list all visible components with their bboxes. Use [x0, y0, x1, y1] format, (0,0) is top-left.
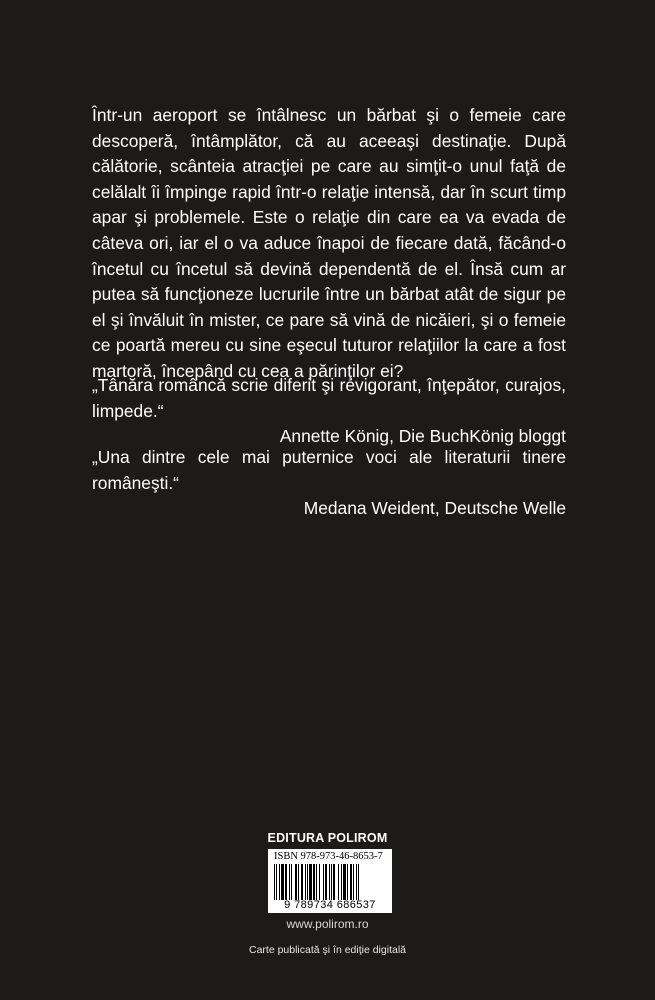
barcode-bar [295, 864, 297, 900]
review-quote-attribution: Medana Weident, Deutsche Welle [303, 498, 566, 519]
barcode-bar [325, 864, 327, 900]
barcode-bar [281, 864, 284, 900]
barcode-bar [347, 864, 348, 900]
barcode-bar [309, 864, 312, 900]
barcode-bar [350, 864, 352, 900]
barcode-bar [338, 864, 339, 900]
barcode-bar [305, 864, 306, 900]
barcode-bar [329, 864, 330, 900]
barcode-bar [307, 864, 308, 900]
barcode-bar [358, 864, 359, 900]
review-quote-attribution: Annette König, Die BuchKönig bloggt [279, 426, 566, 447]
barcode-bar [319, 864, 320, 900]
barcode-bar [291, 864, 292, 900]
barcode-bar [356, 864, 357, 900]
barcode-number: 9 789734 686537 [284, 899, 376, 911]
barcode-bar [323, 864, 324, 900]
barcode-bar [285, 864, 287, 900]
review-quote-1 [92, 373, 566, 450]
barcode-bar [341, 864, 342, 900]
barcode-bars [274, 864, 388, 900]
barcode-bar [313, 864, 315, 900]
barcode-bar [301, 864, 303, 900]
barcode-bar [316, 864, 317, 900]
digital-edition-note: Carte publicată şi în ediţie digitală [248, 944, 406, 956]
barcode-bar [274, 864, 275, 900]
isbn-label: ISBN 978-973-46-8653-7 [274, 851, 383, 862]
barcode-bar [279, 864, 280, 900]
barcode-bar [333, 864, 335, 900]
barcode-bar [353, 864, 354, 900]
barcode-bar [331, 864, 332, 900]
barcode-bar [343, 864, 346, 900]
blurb-text: Într-un aeroport se întâlnesc un bărbat şi o femeie care descoperă, întâmplător, că au aceeaşi destinaţie. După călătorie, scânteia atracţiei pe care au simţit-o unul faţă de celălalt îi împinge rapid într-o relaţie intensă, dar în scurt timp apar şi problemele. Este o relaţie din care ea va evada de câteva ori, iar el o va aduce înapoi de fiecare dată, făcând-o încetul cu încetul să devină dependentă de el. Însă cum ar putea să funcţioneze lucrurile între un bărbat atât de sigur pe el şi învăluit în mister, ce pare să vină de nicăieri, şi o femeie ce poartă mereu cu sine eşecul tuturor relaţiilor la care a fost martoră, începând cu cea a părinţilor ei? [92, 105, 566, 381]
barcode-bar [276, 864, 277, 900]
publisher-name: EDITURA POLIROM [267, 831, 388, 845]
review-quote-text: „Tânăra româncă scrie diferit şi revigorant, înţepător, curajos, limpede.“ [92, 375, 566, 421]
barcode-bar [298, 864, 299, 900]
publisher-website: www.polirom.ro [286, 917, 369, 931]
review-quote-text: „Una dintre cele mai puternice voci ale literaturii tinere româneşti.“ [92, 447, 566, 493]
isbn-barcode [268, 849, 392, 913]
barcode-bar [289, 864, 290, 900]
review-quote-2 [92, 445, 566, 522]
